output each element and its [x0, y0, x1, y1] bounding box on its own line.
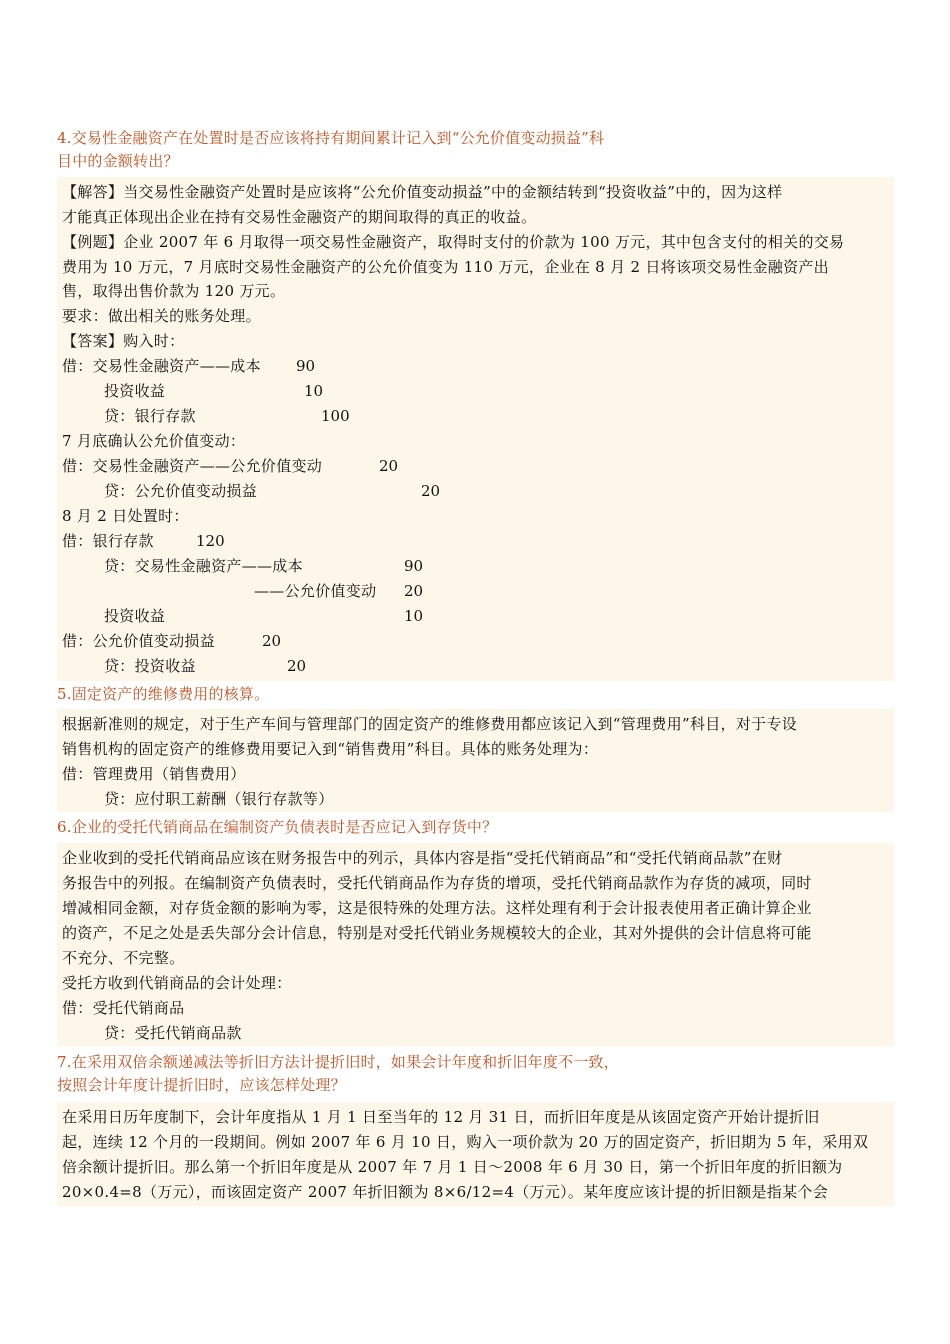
question-4-answer-box	[57, 177, 894, 681]
example-line: 费用为 10 万元，7 月底时交易性金融资产的公允价值变为 110 万元，企业在 8 月 2 日将该项交易性金融资产出	[62, 258, 829, 276]
journal-entry-account: 贷：银行存款	[104, 407, 196, 425]
journal-entry-account: 借：交易性金融资产——公允价值变动	[62, 457, 323, 475]
journal-entry-account: 借：公允价值变动损益	[62, 632, 216, 650]
answer-line: 企业收到的受托代销商品应该在财务报告中的列示，具体内容是指“受托代销商品”和“受托代销商品款”在财	[62, 849, 783, 867]
journal-entry-account: ——公允价值变动	[254, 582, 377, 600]
journal-entry-amount: 20	[262, 632, 282, 650]
answer-line: 根据新准则的规定，对于生产车间与管理部门的固定资产的维修费用都应该记入到“管理费用”科目，对于专设	[62, 715, 798, 733]
answer-line: 销售机构的固定资产的维修费用要记入到“销售费用”科目。具体的账务处理为：	[62, 740, 599, 758]
journal-entry-amount: 90	[404, 557, 424, 575]
question-6-title-line: 6.企业的受托代销商品在编制资产负债表时是否应记入到存货中？	[57, 818, 498, 836]
question-4-title	[57, 127, 897, 173]
journal-entry-account: 借：管理费用（销售费用）	[62, 765, 246, 783]
answer-line: 在采用日历年度制下，会计年度指从 1 月 1 日至当年的 12 月 31 日，而折旧年度是从该固定资产开始计提折旧	[62, 1108, 820, 1126]
journal-entry-amount: 20	[404, 582, 424, 600]
question-5-title	[57, 683, 897, 706]
journal-entry-label: 【答案】购入时：	[62, 332, 185, 350]
journal-entry-amount: 20	[287, 657, 307, 675]
question-5-title-line: 5.固定资产的维修费用的核算。	[57, 685, 270, 703]
question-6-title	[57, 816, 897, 839]
journal-entry-account: 投资收益	[104, 382, 166, 400]
journal-entry-account: 投资收益	[104, 607, 166, 625]
answer-line: 20×0.4=8（万元），而该固定资产 2007 年折旧额为 8×6/12=4（万元）。某年度应该计提的折旧额是指某个会	[62, 1183, 829, 1201]
journal-entry-amount: 10	[304, 382, 324, 400]
answer-line: 务报告中的列报。在编制资产负债表时，受托代销商品作为存货的增项，受托代销商品款作为存货的减项，同时	[62, 874, 812, 892]
example-line: 售，取得出售价款为 120 万元。	[62, 282, 286, 300]
journal-entry-account: 借：交易性金融资产——成本	[62, 357, 261, 375]
journal-entry-account: 借：受托代销商品	[62, 999, 185, 1017]
question-5-answer-box	[57, 709, 894, 812]
example-line: 【例题】企业 2007 年 6 月取得一项交易性金融资产，取得时支付的价款为 100 万元，其中包含支付的相关的交易	[62, 233, 845, 251]
question-6-answer-box	[57, 843, 894, 1046]
journal-entry-amount: 120	[196, 532, 225, 550]
question-7-title-line-2: 按照会计年度计提折旧时，应该怎样处理？	[57, 1076, 346, 1094]
journal-entry-label: 8 月 2 日处置时：	[62, 507, 189, 525]
requirement-line: 要求：做出相关的账务处理。	[62, 307, 261, 325]
journal-entry-account: 贷：交易性金融资产——成本	[104, 557, 303, 575]
journal-entry-amount: 10	[404, 607, 424, 625]
question-4-title-line-1: 4.交易性金融资产在处置时是否应该将持有期间累计记入到“公允价值变动损益”科	[57, 129, 605, 147]
answer-line: 才能真正体现出企业在持有交易性金融资产的期间取得的真正的收益。	[62, 208, 537, 226]
question-7-title	[57, 1051, 897, 1097]
journal-entry-amount: 100	[321, 407, 350, 425]
answer-line: 受托方收到代销商品的会计处理：	[62, 974, 292, 992]
journal-entry-account: 贷：应付职工薪酬（银行存款等）	[104, 790, 334, 808]
journal-entry-amount: 90	[296, 357, 316, 375]
journal-entry-account: 借：银行存款	[62, 532, 154, 550]
answer-line: 的资产，不足之处是丢失部分会计信息，特别是对受托代销业务规模较大的企业，其对外提供的会计信息将可能	[62, 924, 812, 942]
question-4-title-line-2: 目中的金额转出？	[57, 152, 179, 170]
journal-entry-account: 贷：公允价值变动损益	[104, 482, 258, 500]
answer-line: 【解答】当交易性金融资产处置时是应该将“公允价值变动损益”中的金额结转到“投资收益”中的，因为这样	[62, 183, 783, 201]
journal-entry-account: 贷：投资收益	[104, 657, 196, 675]
journal-entry-account: 贷：受托代销商品款	[104, 1024, 242, 1042]
journal-entry-amount: 20	[421, 482, 441, 500]
question-7-answer-box	[57, 1102, 894, 1206]
answer-line: 不充分、不完整。	[62, 949, 185, 967]
answer-line: 增减相同金额，对存货金额的影响为零，这是很特殊的处理方法。这样处理有利于会计报表使用者正确计算企业	[62, 899, 812, 917]
journal-entry-amount: 20	[379, 457, 399, 475]
answer-line: 倍余额计提折旧。那么第一个折旧年度是从 2007 年 7 月 1 日～2008 年 6 月 30 日，第一个折旧年度的折旧额为	[62, 1158, 843, 1176]
answer-line: 起，连续 12 个月的一段期间。例如 2007 年 6 月 10 日，购入一项价款为 20 万的固定资产，折旧期为 5 年，采用双	[62, 1133, 869, 1151]
journal-entry-label: 7 月底确认公允价值变动：	[62, 432, 246, 450]
question-7-title-line-1: 7.在采用双倍余额递减法等折旧方法计提折旧时，如果会计年度和折旧年度不一致，	[57, 1053, 619, 1071]
